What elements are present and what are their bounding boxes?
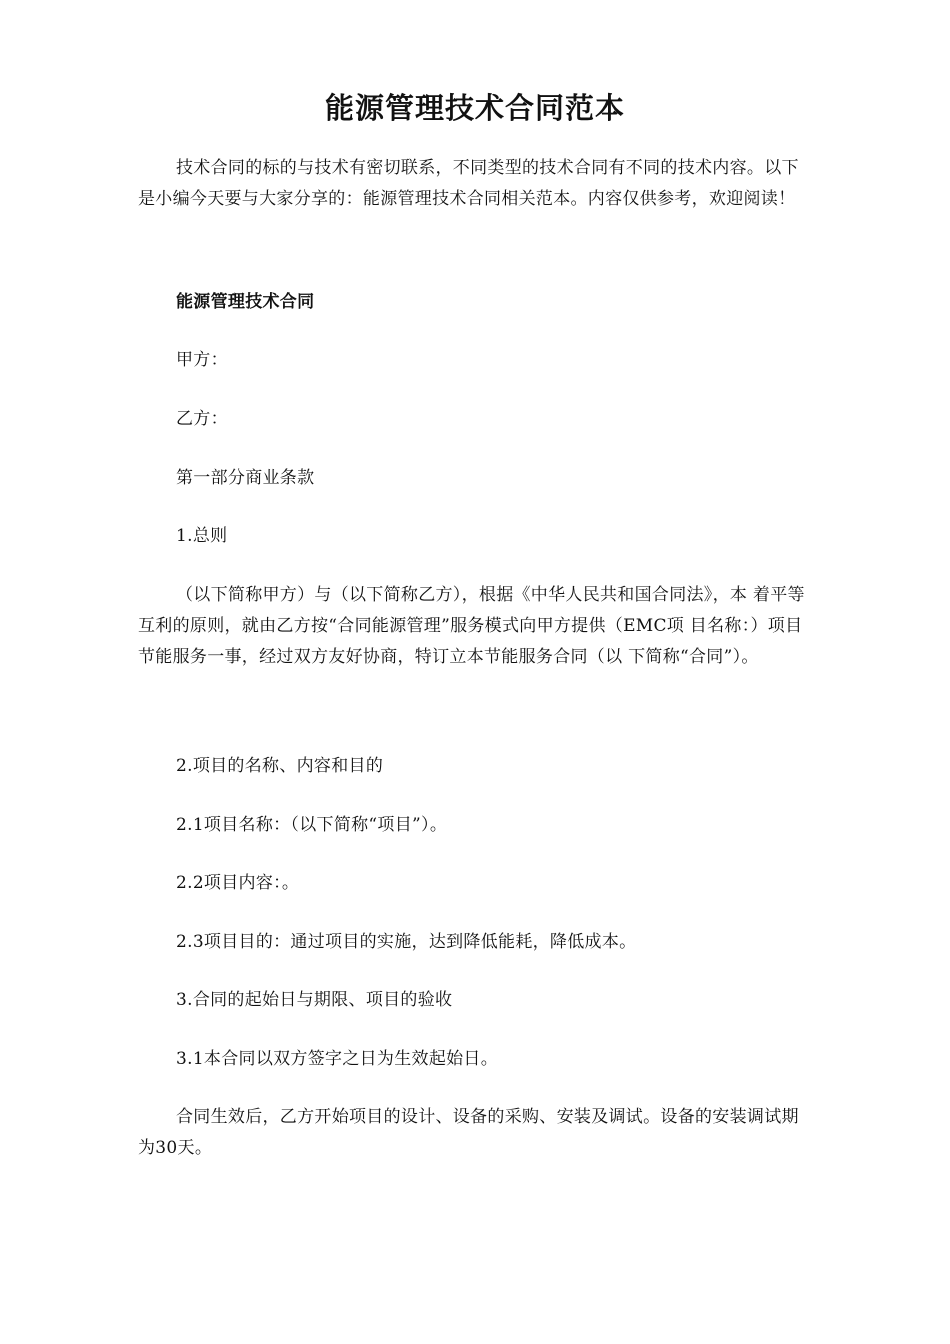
section-3-paragraph: 合同生效后，乙方开始项目的设计、设备的采购、安装及调试。设备的安装调试期为30天。: [138, 1107, 799, 1158]
intro-paragraph: 技术合同的标的与技术有密切联系，不同类型的技术合同有不同的技术内容。以下是小编今天要与大家分享的：能源管理技术合同相关范本。内容仅供参考，欢迎阅读！: [138, 158, 799, 209]
section-1-paragraph: （以下简称甲方）与（以下简称乙方），根据《中华人民共和国合同法》，本 着平等互利的原则，就由乙方按“合同能源管理”服务模式向甲方提供（EMC项 目名称：）项目节能服务一事，经过双方友好协商，特订立本节能服务合同（以 下简称“合同”）。: [138, 585, 805, 667]
document-title: 能源管理技术合同范本: [324, 91, 625, 125]
section-3-1-item: 3.1本合同以双方签字之日为生效起始日。: [176, 1049, 499, 1069]
section-2-2-item: 2.2项目内容：。: [176, 873, 300, 893]
section-2-3-item: 2.3项目目的：通过项目的实施，达到降低能耗，降低成本。: [176, 932, 637, 952]
party-b-label: 乙方：: [176, 409, 228, 429]
section-2-heading: 2.项目的名称、内容和目的: [176, 756, 384, 776]
party-a-label: 甲方：: [176, 350, 228, 370]
contract-heading: 能源管理技术合同: [176, 292, 315, 312]
part-one-heading: 第一部分商业条款: [176, 468, 315, 488]
section-3-heading: 3.合同的起始日与期限、项目的验收: [176, 990, 453, 1010]
section-1-heading: 1.总则: [176, 526, 228, 546]
section-2-1-item: 2.1项目名称：（以下简称“项目”）。: [176, 815, 448, 835]
